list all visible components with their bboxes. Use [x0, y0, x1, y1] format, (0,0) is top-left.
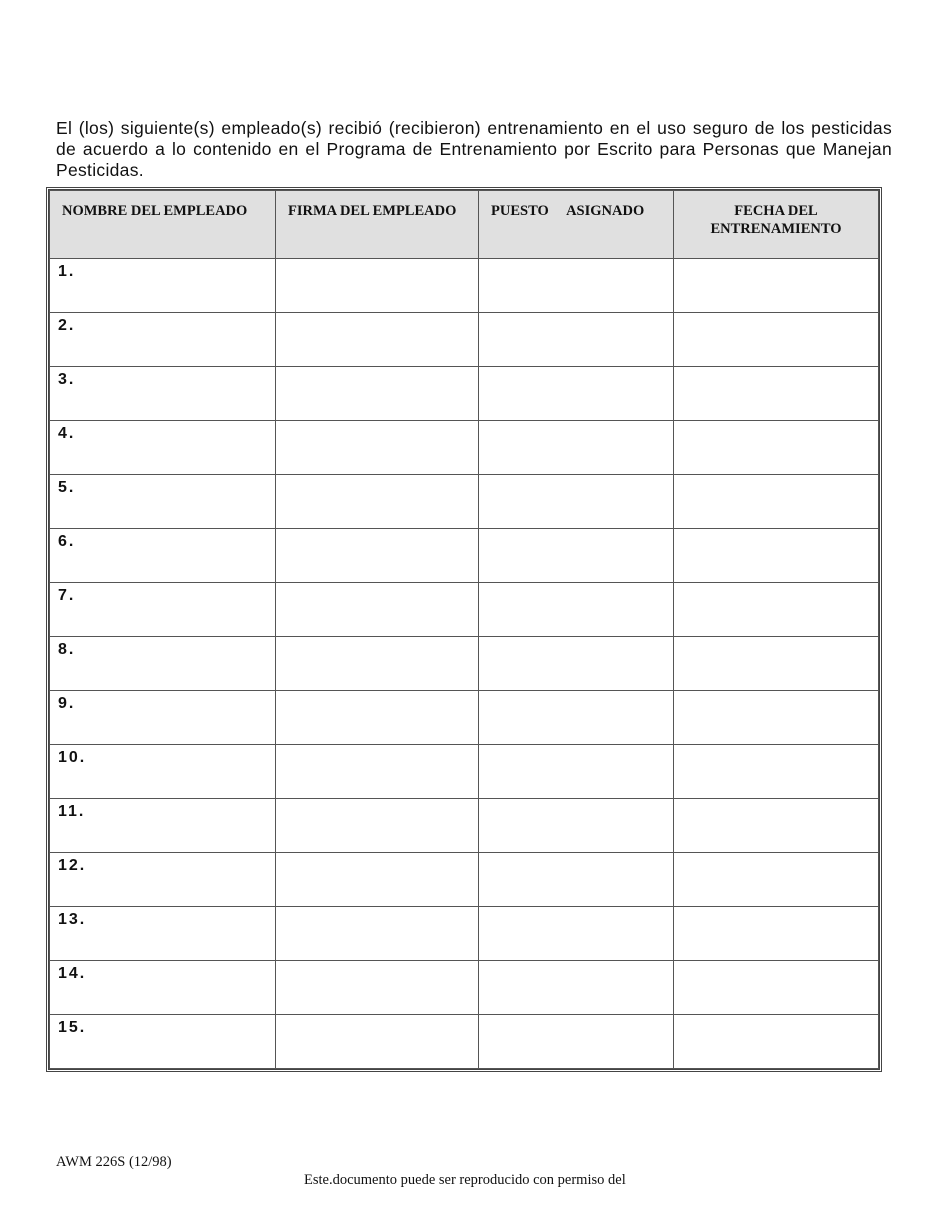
employee-name-cell[interactable]: 12. — [50, 853, 276, 907]
assigned-position-cell[interactable] — [479, 313, 674, 367]
assigned-position-cell[interactable] — [479, 367, 674, 421]
employee-signature-cell[interactable] — [276, 529, 479, 583]
employee-name-cell[interactable]: 4. — [50, 421, 276, 475]
assigned-position-cell[interactable] — [479, 259, 674, 313]
assigned-position-cell[interactable] — [479, 853, 674, 907]
table-row — [50, 745, 879, 799]
table-row — [50, 799, 879, 853]
employee-signature-cell[interactable] — [276, 637, 479, 691]
training-date-cell[interactable] — [674, 907, 879, 961]
table-row — [50, 1015, 879, 1069]
training-date-cell[interactable] — [674, 745, 879, 799]
header-employee-signature: FIRMA DEL EMPLEADO — [276, 191, 479, 259]
employee-signature-cell[interactable] — [276, 745, 479, 799]
employee-signature-cell[interactable] — [276, 691, 479, 745]
employee-name-cell[interactable]: 3. — [50, 367, 276, 421]
assigned-position-cell[interactable] — [479, 637, 674, 691]
header-employee-name: NOMBRE DEL EMPLEADO — [50, 191, 276, 259]
assigned-position-cell[interactable] — [479, 691, 674, 745]
assigned-position-cell[interactable] — [479, 1015, 674, 1069]
training-date-cell[interactable] — [674, 475, 879, 529]
training-date-cell[interactable] — [674, 529, 879, 583]
table-row — [50, 583, 879, 637]
table-row — [50, 961, 879, 1015]
training-date-cell[interactable] — [674, 313, 879, 367]
training-date-cell[interactable] — [674, 637, 879, 691]
employee-name-cell[interactable]: 5. — [50, 475, 276, 529]
table-row — [50, 529, 879, 583]
header-assigned-position: PUESTO ASIGNADO — [479, 191, 674, 259]
employee-name-cell[interactable]: 13. — [50, 907, 276, 961]
training-date-cell[interactable] — [674, 799, 879, 853]
assigned-position-cell[interactable] — [479, 961, 674, 1015]
employee-signature-cell[interactable] — [276, 475, 479, 529]
table-row — [50, 367, 879, 421]
employee-signature-cell[interactable] — [276, 1015, 479, 1069]
employee-name-cell[interactable]: 6. — [50, 529, 276, 583]
employee-signature-cell[interactable] — [276, 421, 479, 475]
employee-name-cell[interactable]: 7. — [50, 583, 276, 637]
training-date-cell[interactable] — [674, 961, 879, 1015]
assigned-position-cell[interactable] — [479, 907, 674, 961]
assigned-position-cell[interactable] — [479, 475, 674, 529]
header-training-date: FECHA DEL ENTRENAMIENTO — [674, 191, 879, 259]
form-code: AWM 226S (12/98) — [56, 1154, 172, 1170]
employee-signature-cell[interactable] — [276, 259, 479, 313]
training-date-cell[interactable] — [674, 367, 879, 421]
training-date-cell[interactable] — [674, 1015, 879, 1069]
table-row — [50, 853, 879, 907]
employee-signature-cell[interactable] — [276, 583, 479, 637]
training-date-cell[interactable] — [674, 691, 879, 745]
table-header-row — [50, 191, 879, 259]
employee-name-cell[interactable]: 10. — [50, 745, 276, 799]
assigned-position-cell[interactable] — [479, 421, 674, 475]
training-date-cell[interactable] — [674, 853, 879, 907]
table-row — [50, 313, 879, 367]
employee-name-cell[interactable]: 14. — [50, 961, 276, 1015]
employee-signature-cell[interactable] — [276, 961, 479, 1015]
employee-name-cell[interactable]: 9. — [50, 691, 276, 745]
table-row — [50, 259, 879, 313]
employee-signature-cell[interactable] — [276, 907, 479, 961]
training-date-cell[interactable] — [674, 583, 879, 637]
assigned-position-cell[interactable] — [479, 529, 674, 583]
employee-signature-cell[interactable] — [276, 367, 479, 421]
employee-signature-cell[interactable] — [276, 799, 479, 853]
footer-note: Este.documento puede ser reproducido con permiso del — [304, 1172, 626, 1188]
table-row — [50, 475, 879, 529]
table-row — [50, 637, 879, 691]
employee-name-cell[interactable]: 1. — [50, 259, 276, 313]
training-date-cell[interactable] — [674, 421, 879, 475]
employee-name-cell[interactable]: 2. — [50, 313, 276, 367]
employee-name-cell[interactable]: 15. — [50, 1015, 276, 1069]
table-row — [50, 421, 879, 475]
employee-name-cell[interactable]: 8. — [50, 637, 276, 691]
assigned-position-cell[interactable] — [479, 745, 674, 799]
assigned-position-cell[interactable] — [479, 799, 674, 853]
employee-signature-cell[interactable] — [276, 313, 479, 367]
assigned-position-cell[interactable] — [479, 583, 674, 637]
employee-name-cell[interactable]: 11. — [50, 799, 276, 853]
employee-signature-cell[interactable] — [276, 853, 479, 907]
intro-paragraph: El (los) siguiente(s) empleado(s) recibió (recibieron) entrenamiento en el uso seguro de los pesticidas de acuerdo a lo contenido en el Programa de Entrenamiento por Escrito para Personas que Manejan Pesticidas. — [56, 117, 892, 180]
training-record-table — [46, 187, 882, 1072]
table-row — [50, 691, 879, 745]
training-date-cell[interactable] — [674, 259, 879, 313]
table-row — [50, 907, 879, 961]
